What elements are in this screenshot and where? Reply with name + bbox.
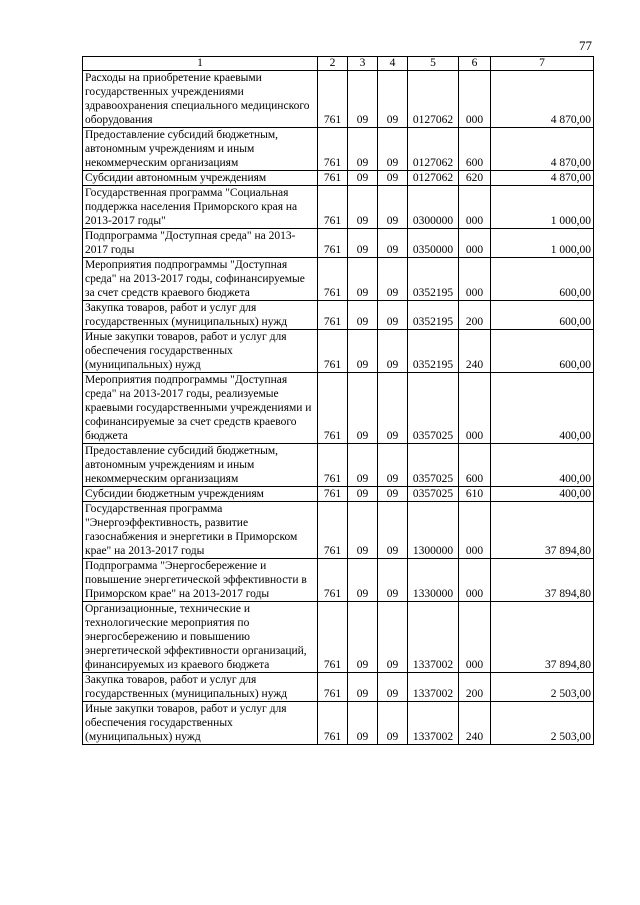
target-article-code: 0127062 bbox=[408, 171, 459, 186]
amount: 37 894,80 bbox=[491, 502, 594, 559]
target-article-code: 1330000 bbox=[408, 559, 459, 602]
ministry-code: 761 bbox=[318, 71, 348, 128]
ministry-code: 761 bbox=[318, 301, 348, 330]
expense-type-code: 620 bbox=[459, 171, 491, 186]
target-article-code: 1300000 bbox=[408, 502, 459, 559]
amount: 1 000,00 bbox=[491, 229, 594, 258]
target-article-code: 1337002 bbox=[408, 702, 459, 745]
section-code: 09 bbox=[348, 444, 378, 487]
column-number: 3 bbox=[348, 57, 378, 71]
expense-type-code: 000 bbox=[459, 502, 491, 559]
table-row bbox=[83, 487, 594, 502]
table-row bbox=[83, 444, 594, 487]
ministry-code: 761 bbox=[318, 258, 348, 301]
expense-name: Иные закупки товаров, работ и услуг для обеспечения государственных (муниципальных) нужд bbox=[83, 702, 318, 745]
ministry-code: 761 bbox=[318, 330, 348, 373]
expense-type-code: 240 bbox=[459, 330, 491, 373]
ministry-code: 761 bbox=[318, 702, 348, 745]
table-row bbox=[83, 373, 594, 444]
ministry-code: 761 bbox=[318, 444, 348, 487]
expense-name: Закупка товаров, работ и услуг для государственных (муниципальных) нужд bbox=[83, 673, 318, 702]
target-article-code: 0352195 bbox=[408, 258, 459, 301]
expense-type-code: 600 bbox=[459, 128, 491, 171]
target-article-code: 0357025 bbox=[408, 487, 459, 502]
amount: 2 503,00 bbox=[491, 673, 594, 702]
ministry-code: 761 bbox=[318, 602, 348, 673]
expense-type-code: 000 bbox=[459, 559, 491, 602]
table-row bbox=[83, 301, 594, 330]
expense-name: Иные закупки товаров, работ и услуг для обеспечения государственных (муниципальных) нужд bbox=[83, 330, 318, 373]
expense-name: Предоставление субсидий бюджетным, автономным учреждениям и иным некоммерческим организациям bbox=[83, 128, 318, 171]
table-row bbox=[83, 171, 594, 186]
subsection-code: 09 bbox=[378, 702, 408, 745]
column-number: 2 bbox=[318, 57, 348, 71]
expense-type-code: 610 bbox=[459, 487, 491, 502]
section-code: 09 bbox=[348, 559, 378, 602]
subsection-code: 09 bbox=[378, 602, 408, 673]
amount: 400,00 bbox=[491, 487, 594, 502]
amount: 400,00 bbox=[491, 444, 594, 487]
page-number: 77 bbox=[579, 38, 592, 53]
ministry-code: 761 bbox=[318, 502, 348, 559]
table-row bbox=[83, 258, 594, 301]
subsection-code: 09 bbox=[378, 128, 408, 171]
expense-type-code: 000 bbox=[459, 186, 491, 229]
expense-name: Расходы на приобретение краевыми государственных учреждениями здравоохранения специального медицинского оборудования bbox=[83, 71, 318, 128]
column-number: 7 bbox=[491, 57, 594, 71]
expense-type-code: 000 bbox=[459, 373, 491, 444]
target-article-code: 0300000 bbox=[408, 186, 459, 229]
amount: 37 894,80 bbox=[491, 559, 594, 602]
ministry-code: 761 bbox=[318, 373, 348, 444]
amount: 4 870,00 bbox=[491, 128, 594, 171]
expense-type-code: 000 bbox=[459, 602, 491, 673]
target-article-code: 0352195 bbox=[408, 301, 459, 330]
column-number: 5 bbox=[408, 57, 459, 71]
subsection-code: 09 bbox=[378, 330, 408, 373]
section-code: 09 bbox=[348, 673, 378, 702]
expense-name: Государственная программа "Энергоэффективность, развитие газоснабжения и энергетики в Приморском крае" на 2013-2017 годы bbox=[83, 502, 318, 559]
amount: 1 000,00 bbox=[491, 186, 594, 229]
ministry-code: 761 bbox=[318, 186, 348, 229]
amount: 600,00 bbox=[491, 301, 594, 330]
expense-name: Субсидии автономным учреждениям bbox=[83, 171, 318, 186]
ministry-code: 761 bbox=[318, 559, 348, 602]
subsection-code: 09 bbox=[378, 258, 408, 301]
ministry-code: 761 bbox=[318, 229, 348, 258]
target-article-code: 0357025 bbox=[408, 373, 459, 444]
table-row bbox=[83, 186, 594, 229]
section-code: 09 bbox=[348, 487, 378, 502]
expense-name: Субсидии бюджетным учреждениям bbox=[83, 487, 318, 502]
amount: 2 503,00 bbox=[491, 702, 594, 745]
expense-type-code: 200 bbox=[459, 673, 491, 702]
subsection-code: 09 bbox=[378, 229, 408, 258]
column-number-row bbox=[83, 57, 594, 71]
section-code: 09 bbox=[348, 171, 378, 186]
table-body bbox=[83, 71, 594, 745]
amount: 400,00 bbox=[491, 373, 594, 444]
expense-type-code: 240 bbox=[459, 702, 491, 745]
budget-table bbox=[82, 56, 594, 745]
section-code: 09 bbox=[348, 128, 378, 171]
subsection-code: 09 bbox=[378, 373, 408, 444]
table-row bbox=[83, 673, 594, 702]
subsection-code: 09 bbox=[378, 673, 408, 702]
amount: 600,00 bbox=[491, 330, 594, 373]
table-row bbox=[83, 330, 594, 373]
expense-name: Подпрограмма "Доступная среда" на 2013-2017 годы bbox=[83, 229, 318, 258]
column-number: 6 bbox=[459, 57, 491, 71]
table-row bbox=[83, 602, 594, 673]
subsection-code: 09 bbox=[378, 487, 408, 502]
amount: 4 870,00 bbox=[491, 171, 594, 186]
subsection-code: 09 bbox=[378, 71, 408, 128]
target-article-code: 0127062 bbox=[408, 71, 459, 128]
table-row bbox=[83, 229, 594, 258]
target-article-code: 0127062 bbox=[408, 128, 459, 171]
column-number: 4 bbox=[378, 57, 408, 71]
expense-type-code: 000 bbox=[459, 71, 491, 128]
section-code: 09 bbox=[348, 502, 378, 559]
subsection-code: 09 bbox=[378, 559, 408, 602]
table-row bbox=[83, 702, 594, 745]
expense-type-code: 200 bbox=[459, 301, 491, 330]
expense-name: Предоставление субсидий бюджетным, автономным учреждениям и иным некоммерческим организациям bbox=[83, 444, 318, 487]
expense-name: Закупка товаров, работ и услуг для государственных (муниципальных) нужд bbox=[83, 301, 318, 330]
ministry-code: 761 bbox=[318, 128, 348, 171]
expense-type-code: 000 bbox=[459, 229, 491, 258]
subsection-code: 09 bbox=[378, 171, 408, 186]
expense-name: Мероприятия подпрограммы "Доступная среда" на 2013-2017 годы, софинансируемые за счет средств краевого бюджета bbox=[83, 258, 318, 301]
expense-type-code: 600 bbox=[459, 444, 491, 487]
section-code: 09 bbox=[348, 301, 378, 330]
ministry-code: 761 bbox=[318, 171, 348, 186]
subsection-code: 09 bbox=[378, 186, 408, 229]
table-row bbox=[83, 502, 594, 559]
subsection-code: 09 bbox=[378, 444, 408, 487]
target-article-code: 1337002 bbox=[408, 602, 459, 673]
section-code: 09 bbox=[348, 258, 378, 301]
table-row bbox=[83, 559, 594, 602]
table-row bbox=[83, 71, 594, 128]
section-code: 09 bbox=[348, 330, 378, 373]
section-code: 09 bbox=[348, 71, 378, 128]
ministry-code: 761 bbox=[318, 487, 348, 502]
amount: 37 894,80 bbox=[491, 602, 594, 673]
ministry-code: 761 bbox=[318, 673, 348, 702]
expense-name: Подпрограмма "Энергосбережение и повышение энергетической эффективности в Приморском крае" на 2013-2017 годы bbox=[83, 559, 318, 602]
expense-type-code: 000 bbox=[459, 258, 491, 301]
expense-name: Государственная программа "Социальная поддержка населения Приморского края на 2013-2017 годы" bbox=[83, 186, 318, 229]
target-article-code: 0357025 bbox=[408, 444, 459, 487]
section-code: 09 bbox=[348, 702, 378, 745]
target-article-code: 0350000 bbox=[408, 229, 459, 258]
expense-name: Мероприятия подпрограммы "Доступная среда" на 2013-2017 годы, реализуемые краевыми государственными учреждениями и софинансируемые за счет средств краевого бюджета bbox=[83, 373, 318, 444]
section-code: 09 bbox=[348, 229, 378, 258]
amount: 4 870,00 bbox=[491, 71, 594, 128]
column-number: 1 bbox=[83, 57, 318, 71]
table-row bbox=[83, 128, 594, 171]
expense-name: Организационные, технические и технологические мероприятия по энергосбережению и повышению энергетической эффективности организаций, финансируемых из краевого бюджета bbox=[83, 602, 318, 673]
subsection-code: 09 bbox=[378, 502, 408, 559]
target-article-code: 1337002 bbox=[408, 673, 459, 702]
section-code: 09 bbox=[348, 602, 378, 673]
section-code: 09 bbox=[348, 186, 378, 229]
target-article-code: 0352195 bbox=[408, 330, 459, 373]
amount: 600,00 bbox=[491, 258, 594, 301]
section-code: 09 bbox=[348, 373, 378, 444]
subsection-code: 09 bbox=[378, 301, 408, 330]
